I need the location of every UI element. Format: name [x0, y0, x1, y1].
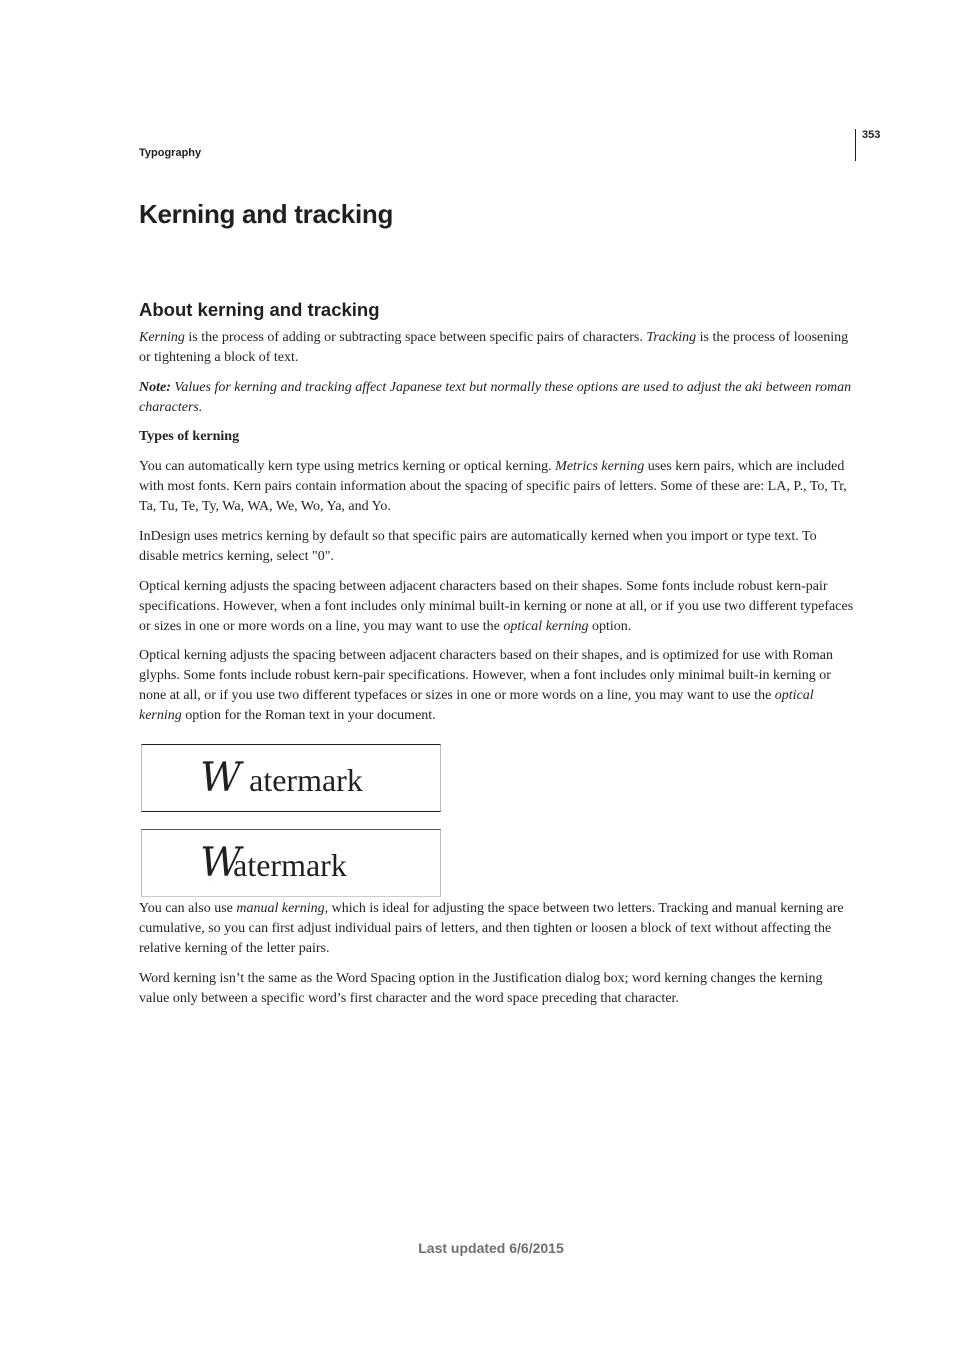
paragraph-word-kerning: Word kerning isn’t the same as the Word Spacing option in the Justification dialog box; word kerning changes the kerning value only between a specific word’s first character and the word space preceding that character. — [139, 971, 823, 1006]
watermark-sample — [200, 840, 347, 886]
term-optical-kerning: optical kerning — [139, 688, 814, 723]
sample-letter-w: W — [200, 840, 240, 886]
note-text: Values for kerning and tracking affect Japanese text but normally these options are used to adjust the aki between roman characters. — [139, 380, 852, 415]
text-span: is the process of loosening or tightening a block of text. — [139, 330, 849, 365]
paragraph-kerning-definition — [139, 328, 854, 368]
text-span: which is ideal for adjusting the space between two letters. Tracking and manual kerning are cumulative, so you can first adjust individual pairs of letters, and then tighten or loosen a block of text without affecting the relative kerning of the letter pairs. — [139, 901, 844, 956]
text-span: You can automatically kern type using metrics kerning or optical kerning. — [139, 459, 556, 474]
text-span: option for the Roman text in your document. — [181, 708, 436, 723]
page-title: Kerning and tracking — [139, 199, 394, 229]
page-number: 353 — [862, 129, 881, 141]
term-manual-kerning: manual kerning, — [236, 901, 329, 916]
sample-rest: atermark — [233, 847, 347, 883]
text-span: Optical kerning adjusts the spacing between adjacent characters based on their shapes. Some fonts include robust kern-pair specifications. However, when a font includes only minimal built-in kerning or none at all, or if you use two different typefaces or sizes in one or more words on a line, you may want to use the — [139, 579, 854, 634]
paragraph-optical-kerning-2 — [139, 646, 854, 726]
text-span: is the process of adding or subtracting space between specific pairs of characters. — [184, 330, 647, 345]
text-span: uses kern pairs, which are included with most fonts. Kern pairs contain information about the spacing of specific pairs of letters. Some of these are: LA, P., To, Tr, Ta, Tu, Te, Ty, Wa, WA, We, Wo, Ya, and Yo. — [139, 459, 847, 514]
sample-rest: atermark — [249, 762, 363, 798]
note-paragraph — [139, 378, 854, 418]
running-head: Typography — [139, 147, 202, 159]
page-number-rule — [855, 129, 856, 161]
term-optical-kerning: optical kerning — [503, 619, 589, 634]
sample-letter-w: W — [200, 755, 240, 801]
paragraph-metrics-kerning — [139, 457, 854, 517]
term-tracking: Tracking — [646, 330, 697, 345]
note-label: Note: — [139, 380, 171, 395]
figure-kerned-watermark — [141, 829, 441, 897]
paragraph-optical-kerning-1 — [139, 577, 854, 637]
text-span: You can also use — [139, 901, 237, 916]
text-span: Optical kerning adjusts the spacing between adjacent characters based on their shapes, and is optimized for use with Roman glyphs. Some fonts include robust kern-pair specifications. However, when a font includes only minimal built-in kerning or none at all, or if you use two different typefaces or sizes in one or more words on a line, you may want to use the — [139, 648, 833, 703]
section-heading: About kerning and tracking — [139, 299, 380, 320]
types-of-kerning-heading: Types of kerning — [139, 429, 240, 444]
watermark-sample — [200, 755, 363, 801]
paragraph-manual-kerning — [139, 899, 854, 959]
text-span: option. — [588, 619, 632, 634]
figure-unkerned-watermark — [141, 744, 441, 812]
footer-last-updated: Last updated 6/6/2015 — [418, 1240, 564, 1256]
paragraph-indesign-default: InDesign uses metrics kerning by default so that specific pairs are automatically kerned when you import or type text. To disable metrics kerning, select "0". — [139, 529, 817, 564]
term-kerning: Kerning — [139, 330, 185, 345]
term-metrics-kerning: Metrics kerning — [555, 459, 645, 474]
